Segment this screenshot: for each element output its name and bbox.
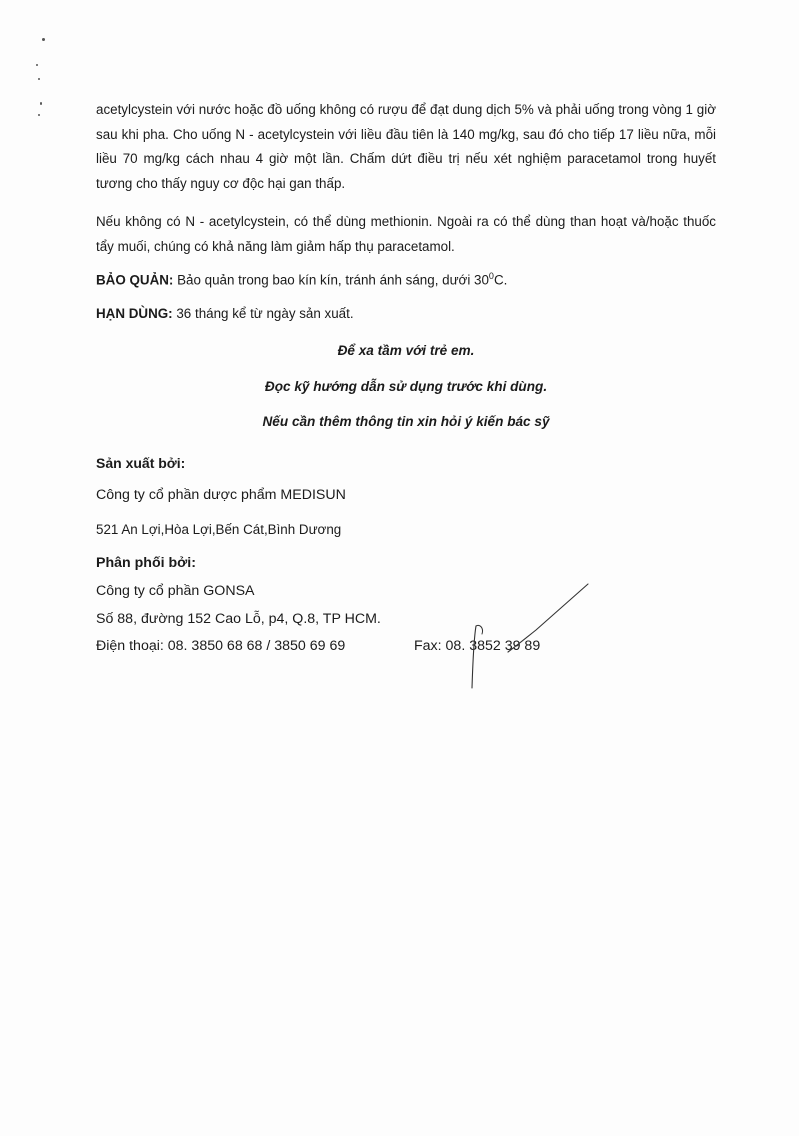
storage-line (96, 271, 507, 287)
manufacturer-heading: Sản xuất bởi: (96, 455, 186, 471)
distributor-address: Số 88, đường 152 Cao Lỗ, p4, Q.8, TP HCM. (96, 611, 381, 627)
signature-stroke (460, 578, 600, 693)
paragraph-antidote-dosage: acetylcystein với nước hoặc đồ uống không có rượu để đạt dung dịch 5% và phải uống trong vòng 1 giờ sau khi pha. Cho uống N - acetylcystein với liều đầu tiên là 140 mg/kg, sau đó cho tiếp 17 liều nữa, mỗi liều 70 mg/kg cách nhau 4 giờ một lần. Chấm dứt điều trị nếu xét nghiệm paracetamol trong huyết tương cho thấy nguy cơ độc hại gan thấp. (96, 102, 716, 191)
warning-consult-doctor: Nếu cần thêm thông tin xin hỏi ý kiến bác sỹ (262, 414, 550, 429)
expiry-label: HẠN DÙNG: (96, 306, 173, 321)
expiry-text: 36 tháng kể từ ngày sản xuất. (176, 306, 354, 321)
scan-speck (38, 114, 40, 116)
storage-unit: C. (493, 272, 508, 288)
distributor-name: Công ty cổ phần GONSA (96, 583, 255, 599)
warning-read-instructions: Đọc kỹ hướng dẫn sử dụng trước khi dùng. (264, 379, 548, 394)
paragraph-alternative-treatment: Nếu không có N - acetylcystein, có thể dùng methionin. Ngoài ra có thể dùng than hoạt và/hoặc thuốc tẩy muối, chúng có khả năng làm giảm hấp thụ paracetamol. (96, 214, 716, 254)
distributor-fax: Fax: 08. 3852 39 89 (414, 638, 541, 654)
scan-speck (38, 78, 40, 80)
storage-degree: 0 (488, 271, 494, 281)
storage-text: Bảo quản trong bao kín kín, tránh ánh sáng, dưới 30 (177, 272, 489, 288)
warning-children: Để xa tầm với trẻ em. (337, 343, 475, 358)
scan-speck (40, 102, 42, 105)
distributor-phone: Điện thoại: 08. 3850 68 68 / 3850 69 69 (96, 638, 346, 654)
scan-speck (42, 38, 45, 41)
expiry-line (96, 306, 354, 321)
scan-speck (36, 64, 38, 66)
manufacturer-name: Công ty cổ phần dược phẩm MEDISUN (96, 487, 346, 503)
manufacturer-address: 521 An Lợi,Hòa Lợi,Bến Cát,Bình Dương (96, 522, 342, 537)
storage-label: BẢO QUẢN: (96, 272, 174, 288)
distributor-heading: Phân phối bởi: (96, 555, 196, 571)
